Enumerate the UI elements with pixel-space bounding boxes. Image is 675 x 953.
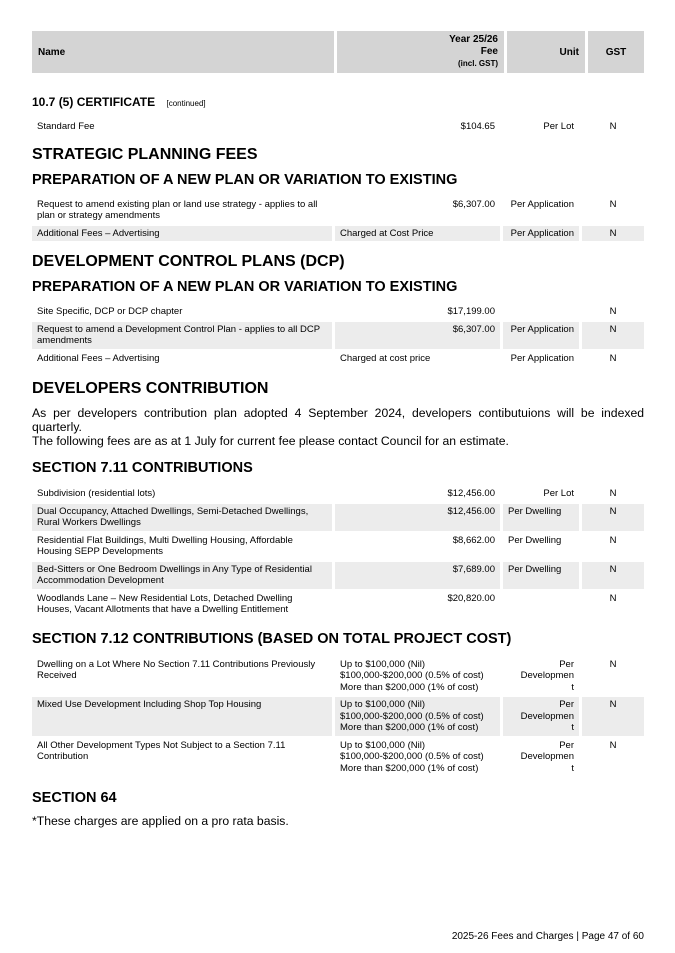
row-name: All Other Development Types Not Subject to a Section 7.11 Contribution — [37, 739, 286, 762]
table-row — [32, 738, 644, 777]
row-fee: $6,307.00 — [335, 322, 500, 349]
row-fee: $8,662.00 — [452, 534, 495, 546]
row-unit: Per Dwelling — [508, 534, 562, 546]
row-unit: Per Dwelling — [503, 562, 579, 589]
row-name: Bed-Sitters or One Bedroom Dwellings in Any Type of Residential Accommodation Development — [32, 562, 332, 589]
row-gst: N — [609, 306, 617, 317]
row-unit — [503, 697, 579, 736]
row-fee: $20,820.00 — [447, 592, 495, 604]
strategic-heading: STRATEGIC PLANNING FEES — [32, 145, 258, 163]
row-unit — [503, 738, 579, 777]
fee-tier-1: Up to $100,000 (Nil) — [340, 658, 426, 670]
table-row — [32, 351, 644, 367]
continued-label: [continued] — [166, 99, 206, 108]
certificate-title — [32, 95, 644, 109]
table-row — [32, 119, 644, 135]
dcp-heading: DEVELOPMENT CONTROL PLANS (DCP) — [32, 253, 345, 270]
row-name: Subdivision (residential lots) — [37, 488, 156, 499]
row-fee — [335, 738, 500, 777]
table-row — [32, 322, 644, 349]
row-fee: $12,456.00 — [447, 488, 495, 499]
certificate-table — [29, 117, 647, 137]
s64-heading: SECTION 64 — [32, 790, 117, 806]
unit-line-1: Per — [559, 739, 574, 751]
row-name: Additional Fees – Advertising — [37, 352, 160, 364]
table-row — [32, 657, 644, 696]
unit-line-2: Developmen — [520, 670, 574, 681]
row-gst: N — [582, 504, 644, 531]
s711-heading: SECTION 7.11 CONTRIBUTIONS — [32, 460, 253, 476]
row-gst: N — [609, 592, 617, 604]
developers-heading: DEVELOPERS CONTRIBUTION — [32, 380, 269, 397]
row-name: Woodlands Lane – New Residential Lots, Detached Dwelling Houses, Vacant Allotments that have a Dwelling Entitlement — [37, 592, 293, 615]
row-unit: Per Lot — [543, 121, 574, 132]
strategic-table — [29, 195, 647, 244]
header-gst: GST — [588, 31, 644, 73]
header-fee — [337, 31, 504, 73]
row-name: Site Specific, DCP or DCP chapter — [37, 306, 183, 317]
table-row — [32, 562, 644, 589]
fee-tier-2: $100,000-$200,000 (0.5% of cost) — [340, 751, 484, 762]
row-fee: $17,199.00 — [447, 306, 495, 317]
row-fee — [335, 697, 500, 736]
row-gst: N — [609, 658, 617, 670]
table-row — [32, 591, 644, 618]
row-fee: $12,456.00 — [335, 504, 500, 531]
unit-line-3: t — [571, 762, 574, 774]
row-gst: N — [609, 739, 617, 751]
header-fee-gst-note: (incl. GST) — [458, 59, 498, 68]
s712-heading: SECTION 7.12 CONTRIBUTIONS (BASED ON TOTAL PROJECT COST) — [32, 630, 512, 647]
row-name: Dual Occupancy, Attached Dwellings, Semi-Detached Dwellings, Rural Workers Dwellings — [32, 504, 332, 531]
unit-line-1: Per — [559, 699, 574, 710]
s64-note: *These charges are applied on a pro rata basis. — [32, 814, 289, 828]
s712-table — [29, 655, 647, 779]
strategic-subheading: PREPARATION OF A NEW PLAN OR VARIATION TO EXISTING — [32, 171, 458, 188]
row-name: Standard Fee — [37, 121, 95, 132]
row-fee: Charged at Cost Price — [335, 226, 500, 242]
unit-line-3: t — [571, 722, 574, 733]
fee-tier-3: More than $200,000 (1% of cost) — [340, 681, 479, 693]
row-gst: N — [609, 534, 617, 546]
row-name: Dwelling on a Lot Where No Section 7.11 Contributions Previously Received — [37, 658, 316, 681]
row-unit — [503, 304, 579, 320]
row-gst: N — [609, 352, 617, 364]
fee-tier-3: More than $200,000 (1% of cost) — [340, 762, 479, 774]
unit-line-2: Developmen — [520, 710, 574, 722]
row-fee — [335, 657, 500, 696]
header-name: Name — [32, 31, 334, 73]
row-unit: Per Lot — [543, 488, 574, 499]
row-fee: $6,307.00 — [452, 198, 495, 210]
fee-tier-2: $100,000-$200,000 (0.5% of cost) — [340, 670, 484, 681]
table-row — [32, 197, 644, 224]
row-gst: N — [582, 322, 644, 349]
table-row — [32, 304, 644, 320]
row-name: Mixed Use Development Including Shop Top Housing — [32, 697, 332, 736]
developers-paragraph: As per developers contribution plan adopted 4 September 2024, developers contibutuions will be indexed quarterly. — [32, 406, 644, 434]
row-gst: N — [582, 562, 644, 589]
row-gst: N — [609, 198, 617, 210]
row-name: Request to amend existing plan or land use strategy - applies to all plan or strategy amendments — [37, 198, 318, 221]
row-unit: Per Dwelling — [503, 504, 579, 531]
row-unit: Per Application — [503, 226, 579, 242]
row-fee: $104.65 — [460, 121, 495, 132]
unit-line-3: t — [571, 681, 574, 693]
row-unit — [503, 657, 579, 696]
row-gst: N — [609, 121, 617, 132]
header-fee-year: Year 25/26 — [449, 34, 498, 45]
row-fee: $7,689.00 — [335, 562, 500, 589]
row-gst: N — [609, 488, 617, 499]
unit-line-1: Per — [559, 658, 574, 670]
fee-tier-1: Up to $100,000 (Nil) — [340, 699, 426, 710]
row-unit: Per Application — [503, 322, 579, 349]
table-row — [32, 486, 644, 502]
dcp-table — [29, 302, 647, 368]
row-unit — [503, 591, 579, 618]
fee-tier-2: $100,000-$200,000 (0.5% of cost) — [340, 710, 484, 722]
row-name: Additional Fees – Advertising — [32, 226, 332, 242]
table-header — [29, 31, 647, 73]
page-footer: 2025-26 Fees and Charges | Page 47 of 60 — [451, 931, 644, 942]
dcp-subheading: PREPARATION OF A NEW PLAN OR VARIATION TO EXISTING — [32, 279, 458, 295]
row-fee: Charged at cost price — [340, 352, 431, 364]
unit-line-2: Developmen — [520, 751, 574, 762]
row-name: Residential Flat Buildings, Multi Dwelling Housing, Affordable Housing SEPP Developments — [37, 534, 293, 557]
row-unit: Per Application — [510, 198, 574, 210]
row-name: Request to amend a Development Control Plan - applies to all DCP amendments — [32, 322, 332, 349]
s711-table — [29, 484, 647, 620]
table-row — [32, 697, 644, 736]
row-gst: N — [582, 226, 644, 242]
table-row — [32, 504, 644, 531]
fee-tier-3: More than $200,000 (1% of cost) — [340, 722, 479, 733]
row-gst: N — [582, 697, 644, 736]
certificate-title-text: 10.7 (5) CERTIFICATE — [32, 95, 156, 109]
row-unit: Per Application — [510, 352, 574, 364]
header-unit: Unit — [507, 31, 585, 73]
table-row — [32, 226, 644, 242]
developers-note: The following fees are as at 1 July for current fee please contact Council for an estimate. — [32, 434, 509, 448]
header-fee-label: Fee — [480, 46, 498, 57]
table-row — [32, 533, 644, 560]
document-page — [32, 31, 644, 828]
fee-tier-1: Up to $100,000 (Nil) — [340, 739, 426, 751]
